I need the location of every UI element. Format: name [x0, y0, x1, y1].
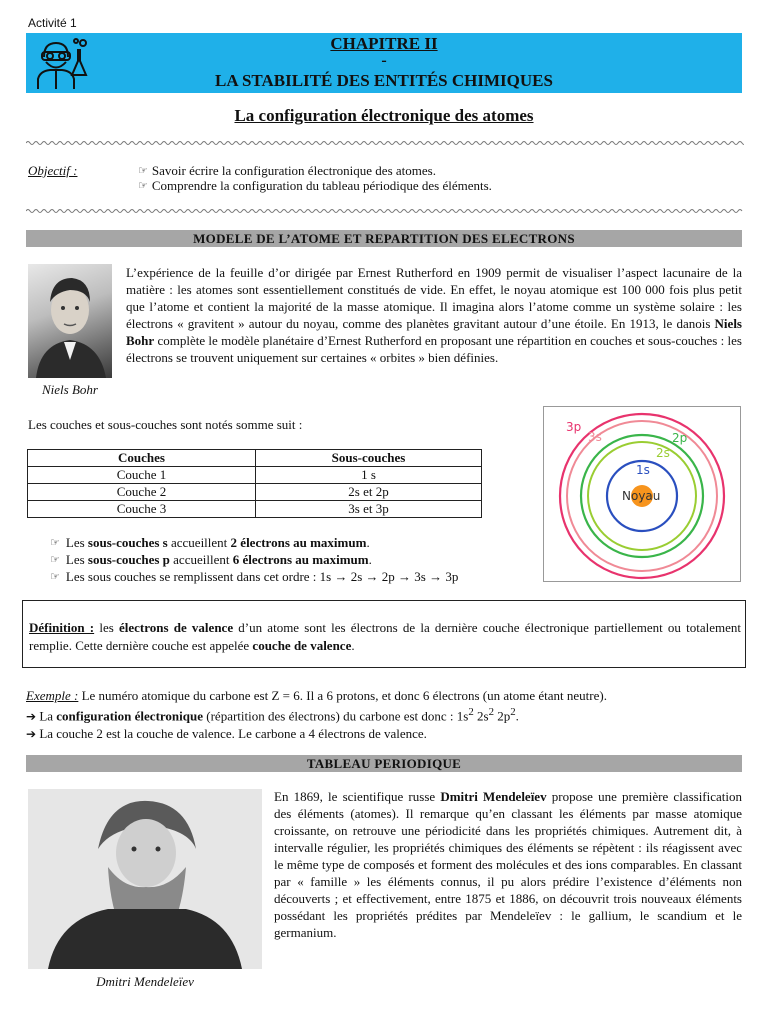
arrow-right-icon: ➔ [26, 709, 37, 724]
shells-table [27, 449, 482, 518]
section-header-atom-model: MODELE DE L’ATOME ET REPARTITION DES ELECTRONS [26, 230, 742, 247]
list-item [50, 534, 458, 551]
paragraph-bold: Dmitri Mendeleïev [440, 789, 547, 804]
example-line [26, 687, 746, 704]
paragraph-text: L’expérience de la feuille d’or dirigée par Ernest Rutherford en 1909 permit de visualiser l’aspect lacunaire de la matière : les atomes sont essentiellement constitués de vide. En effet, le noyau atomique est 100 000 fois plus petit que l’atome et contient la majorité de la masse atomique. Il imagina alors l’atome comme un système solaire : les électrons « gravitent » autour du noyau, comme des planètes gravitant autour d’une étoile. En 1913, le danois [126, 265, 742, 331]
bullet-bold: sous-couches p [87, 552, 170, 567]
table-cell: Couche 2 [28, 484, 256, 501]
paragraph-text: propose une première classification des éléments (atomes). Il remarque qu’en classant les éléments par masse atomique croissante, on retrouve une périodicité dans les propriétés chimiques. Autrement dit, à intervalle régulier, les propriétés chimiques des éléments se répètent : ils réagissent avec le même type de composés et forment des molécules et des ions comparables. En classant par « famille » les éléments connus, il pu alors prédire l’existence d’éléments non découverts ; et effectivement, entre 1875 et 1886, on découvrit trois nouveaux éléments possédant les propriétés prédites par Mendeleïev : le gallium, le scandium et le germanium. [274, 789, 743, 940]
objective-label: Objectif : [28, 163, 78, 178]
superscript: 2 [468, 706, 474, 718]
bullet-text: Les sous couches se remplissent dans cet ordre : 1s → 2s → 2p → 3s → 3p [65, 569, 459, 584]
bullet-text: accueillent [169, 552, 233, 567]
pointing-hand-icon: ☞ [138, 179, 148, 192]
pointing-hand-icon: ☞ [50, 536, 60, 549]
lesson-subtitle: La configuration électronique des atomes [234, 106, 534, 125]
superscript: 2 [488, 706, 494, 718]
table-header: Couches [28, 450, 256, 467]
pointing-hand-icon: ☞ [50, 553, 60, 566]
bullet-text: accueillent [167, 535, 231, 550]
wavy-divider [26, 140, 744, 146]
label-3p: 3p [566, 420, 582, 434]
label-2s: 2s [656, 446, 670, 460]
bullet-text: Les [65, 552, 88, 567]
definition-text: d’un atome sont les électrons de la dernière couche électronique partiellement ou totalement remplie. Cette dernière couche est appelée [29, 620, 741, 653]
atom-model-paragraph [126, 264, 742, 366]
label-noyau: Noyau [622, 489, 661, 503]
pointing-hand-icon: ☞ [138, 164, 148, 177]
example-text: Le numéro atomique du carbone est Z = 6. Il a 6 protons, et donc 6 électrons (un atome étant neutre). [78, 688, 607, 703]
paragraph-text: complète le modèle planétaire d’Ernest Rutherford en proposant une répartition en couches et sous-couches : les électrons se trouvent uniquement sur certaines « orbites » bien définies. [126, 333, 742, 365]
bullet-text: . [368, 552, 372, 567]
paragraph-bold: Niels Bohr [126, 316, 742, 348]
label-1s: 1s [636, 463, 650, 477]
example-line [26, 725, 746, 743]
definition-text: . [351, 638, 355, 653]
example-label: Exemple : [26, 688, 79, 703]
example-text: (répartition des électrons) du carbone est donc : 1s [203, 708, 469, 724]
subshell-rules-list [50, 534, 458, 585]
table-cell: 1 s [256, 467, 482, 484]
definition-text: les [94, 620, 119, 635]
example-bold: configuration électronique [56, 708, 204, 724]
example-line [26, 704, 746, 725]
paragraph-text: En 1869, le scientifique russe [274, 789, 441, 804]
table-row [28, 501, 482, 518]
mendeleev-portrait [28, 789, 262, 969]
chapter-title: LA STABILITÉ DES ENTITÉS CHIMIQUES [215, 71, 553, 90]
objective-text: Savoir écrire la configuration électronique des atomes. [151, 163, 436, 178]
table-cell: 2s et 2p [256, 484, 482, 501]
chapter-banner [26, 33, 742, 93]
table-row [28, 467, 482, 484]
bullet-bold: 2 électrons au maximum [230, 535, 367, 550]
definition-bold: électrons de valence [118, 620, 234, 635]
definition-bold: couche de valence [252, 638, 352, 653]
table-header: Sous-couches [256, 450, 482, 467]
portrait-silhouette-icon [28, 264, 112, 378]
bullet-bold: sous-couches s [87, 535, 168, 550]
objective-item [138, 163, 492, 178]
table-cell: Couche 3 [28, 501, 256, 518]
orbital-diagram [543, 406, 741, 582]
table-cell: 3s et 3p [256, 501, 482, 518]
example-text: . [515, 708, 519, 724]
superscript: 2 [510, 706, 516, 718]
example-text: 2s [473, 708, 489, 724]
list-item [50, 568, 458, 585]
chapter-number: CHAPITRE II [330, 34, 438, 53]
objective-text: Comprendre la configuration du tableau périodique des éléments. [151, 178, 492, 193]
arrow-right-icon: ➔ [26, 727, 37, 742]
pointing-hand-icon: ☞ [50, 570, 60, 583]
bullet-text: Les [65, 535, 88, 550]
niels-bohr-portrait [28, 264, 112, 378]
table-row [28, 484, 482, 501]
chapter-dash: - [381, 52, 387, 69]
objective-item [138, 178, 492, 193]
periodic-table-paragraph [274, 788, 742, 941]
objective-list [138, 163, 492, 193]
definition-label: Définition : [29, 620, 95, 635]
example-text: 2p [494, 708, 511, 724]
example-block [26, 687, 746, 743]
table-cell: Couche 1 [28, 467, 256, 484]
list-item [50, 551, 458, 568]
niels-bohr-caption: Niels Bohr [42, 382, 98, 397]
example-text: La couche 2 est la couche de valence. Le carbone a 4 électrons de valence. [39, 726, 427, 742]
bullet-bold: 6 électrons au maximum [232, 552, 369, 567]
table-header-row [28, 450, 482, 467]
table-intro: Les couches et sous-couches sont notés somme suit : [28, 417, 303, 432]
section-header-periodic-table: TABLEAU PERIODIQUE [26, 755, 742, 772]
definition-box [22, 600, 746, 668]
activity-label: Activité 1 [28, 16, 77, 30]
bullet-text: . [366, 535, 370, 550]
label-2p: 2p [672, 431, 688, 445]
mendeleev-caption: Dmitri Mendeleïev [96, 974, 194, 989]
example-text: La [39, 708, 57, 724]
label-3s: 3s [588, 430, 602, 444]
wavy-divider [26, 208, 744, 214]
portrait-silhouette-icon [28, 789, 262, 969]
